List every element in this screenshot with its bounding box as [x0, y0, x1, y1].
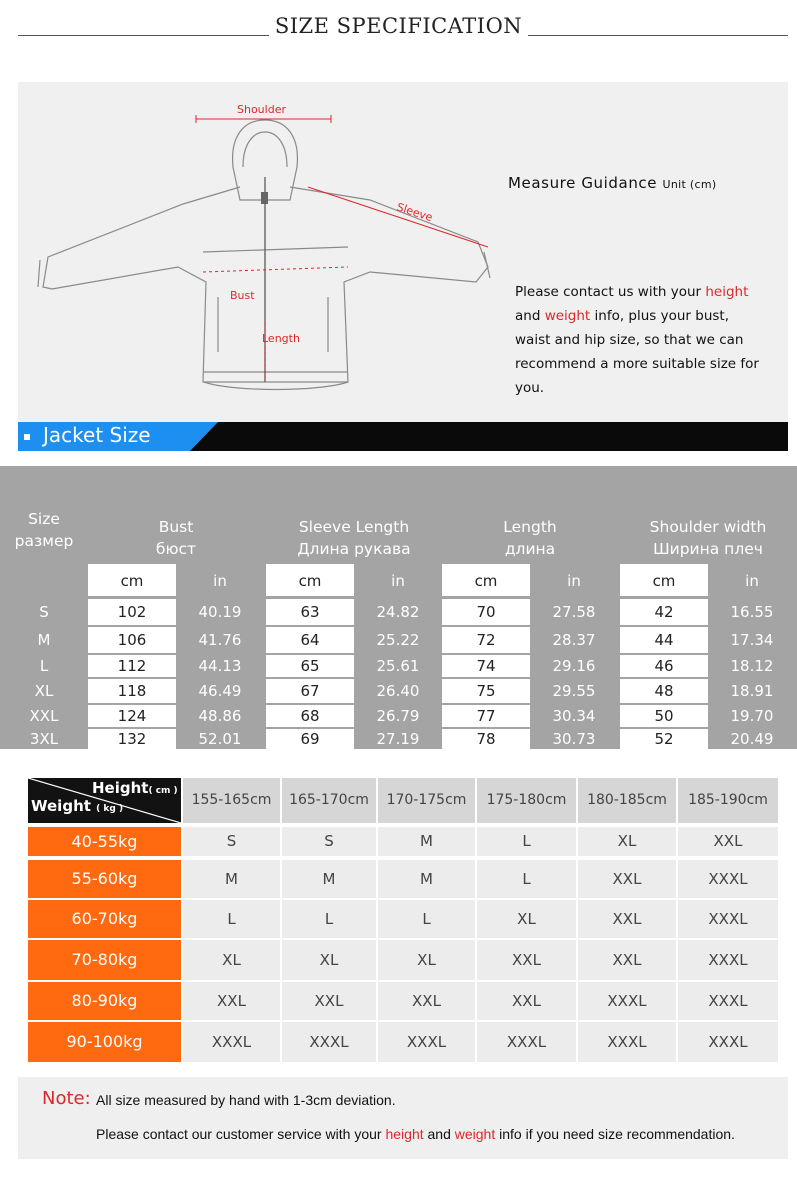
contact-text: Please contact us with your height and weight info, plus your bust, waist and hip size, so that we can recommend a more suitable size for you. — [515, 284, 759, 396]
size-recommend-cell: XXL — [678, 827, 778, 856]
jacket-diagram — [18, 82, 508, 422]
unit-in: in — [567, 572, 581, 590]
weight-cell: 55-60kg — [28, 860, 181, 898]
height-header: 170-175cm — [378, 778, 475, 823]
size-label: M — [37, 631, 51, 649]
size-cell-in: 26.79 — [376, 707, 420, 725]
size-recommend-cell: XXL — [282, 982, 376, 1020]
size-recommend-cell: XXXL — [282, 1022, 376, 1062]
size-cell-in: 46.49 — [198, 682, 242, 700]
size-cell-cm: 78 — [442, 729, 530, 749]
corner-weight-label: Weight ( kg ) — [31, 797, 124, 815]
size-cell-cm: 65 — [266, 655, 354, 677]
size-recommend-cell: XXL — [477, 940, 576, 980]
size-cell-in: 26.40 — [376, 682, 420, 700]
size-cell-cm: 132 — [88, 729, 176, 749]
size-cell-in: 30.73 — [552, 730, 596, 748]
size-recommend-cell: L — [378, 900, 475, 938]
unit-in: in — [745, 572, 759, 590]
note-line-2: Please contact our customer service with your height and weight info if you need size recommendation. — [96, 1126, 735, 1142]
size-cell-in: 48.86 — [198, 707, 242, 725]
weight-cell: 80-90kg — [28, 982, 181, 1020]
page-title: SIZE SPECIFICATION — [0, 14, 797, 38]
size-cell-cm: 77 — [442, 705, 530, 727]
label-bust: Bust — [230, 289, 255, 302]
size-cell-cm: 74 — [442, 655, 530, 677]
size-label: XXL — [29, 707, 59, 725]
size-cell-cm: 48 — [620, 679, 708, 703]
size-cell-cm: 46 — [620, 655, 708, 677]
size-table — [0, 466, 797, 749]
size-label: 3XL — [29, 730, 59, 748]
size-recommend-cell: XL — [578, 827, 676, 856]
size-recommend-cell: M — [378, 827, 475, 856]
size-cell-cm: 63 — [266, 599, 354, 625]
size-cell-cm: 69 — [266, 729, 354, 749]
bullet-icon — [24, 434, 30, 440]
unit-cm: cm — [88, 564, 176, 596]
unit-in: in — [213, 572, 227, 590]
size-header: Size размер — [14, 510, 74, 550]
size-recommend-cell: XXXL — [578, 982, 676, 1020]
size-cell-in: 19.70 — [730, 707, 774, 725]
size-recommend-cell: XXXL — [183, 1022, 280, 1062]
size-recommend-cell: XXXL — [678, 1022, 778, 1062]
size-cell-cm: 102 — [88, 599, 176, 625]
size-cell-in: 27.58 — [552, 603, 596, 621]
size-recommend-cell: XL — [477, 900, 576, 938]
size-recommend-cell: XXL — [477, 982, 576, 1020]
size-cell-in: 18.91 — [730, 682, 774, 700]
size-recommend-cell: XXXL — [678, 860, 778, 898]
size-cell-in: 30.34 — [552, 707, 596, 725]
size-cell-cm: 42 — [620, 599, 708, 625]
group-header: Length длина — [503, 518, 557, 558]
size-cell-in: 40.19 — [198, 603, 242, 621]
note-line-1: All size measured by hand with 1-3cm deviation. — [96, 1092, 396, 1108]
size-cell-cm: 52 — [620, 729, 708, 749]
size-recommend-cell: XXL — [183, 982, 280, 1020]
table-corner — [28, 778, 181, 823]
measure-guidance: Measure Guidance Unit (cm) — [508, 174, 717, 192]
size-cell-in: 20.49 — [730, 730, 774, 748]
group-header: Shoulder width Ширина плеч — [649, 518, 767, 558]
size-cell-cm: 106 — [88, 627, 176, 653]
weight-cell: 70-80kg — [28, 940, 181, 980]
size-cell-in: 25.22 — [376, 631, 420, 649]
group-header: Sleeve Length Длина рукава — [297, 518, 411, 558]
size-recommend-cell: L — [477, 860, 576, 898]
size-recommend-cell: L — [282, 900, 376, 938]
weight-cell: 40-55kg — [28, 827, 181, 856]
size-recommend-cell: XXL — [578, 900, 676, 938]
size-recommend-cell: XXL — [578, 860, 676, 898]
size-recommend-cell: XXXL — [578, 1022, 676, 1062]
size-label: XL — [34, 682, 54, 700]
size-cell-cm: 124 — [88, 705, 176, 727]
size-cell-cm: 72 — [442, 627, 530, 653]
size-cell-in: 17.34 — [730, 631, 774, 649]
size-recommend-cell: XXXL — [378, 1022, 475, 1062]
size-cell-in: 16.55 — [730, 603, 774, 621]
size-label: L — [39, 657, 49, 675]
size-cell-cm: 118 — [88, 679, 176, 703]
corner-height-label: Height( cm ) — [92, 779, 178, 797]
size-cell-in: 52.01 — [198, 730, 242, 748]
unit-in: in — [391, 572, 405, 590]
size-recommend-cell: XL — [183, 940, 280, 980]
size-recommend-cell: S — [183, 827, 280, 856]
label-sleeve: Sleeve — [395, 200, 435, 225]
size-cell-in: 28.37 — [552, 631, 596, 649]
size-recommend-cell: XXL — [378, 982, 475, 1020]
unit-cm: cm — [442, 564, 530, 596]
size-recommend-cell: L — [183, 900, 280, 938]
group-header: Bust бюст — [155, 518, 197, 558]
size-cell-in: 27.19 — [376, 730, 420, 748]
size-cell-in: 29.16 — [552, 657, 596, 675]
size-recommend-cell: S — [282, 827, 376, 856]
height-header: 185-190cm — [678, 778, 778, 823]
size-recommend-cell: XXXL — [477, 1022, 576, 1062]
label-length: Length — [262, 332, 300, 345]
height-header: 180-185cm — [578, 778, 676, 823]
size-label: S — [39, 603, 49, 621]
size-cell-cm: 44 — [620, 627, 708, 653]
size-cell-cm: 75 — [442, 679, 530, 703]
height-header: 165-170cm — [282, 778, 376, 823]
banner-title: Jacket Size — [43, 423, 151, 447]
height-header: 155-165cm — [183, 778, 280, 823]
size-cell-cm: 70 — [442, 599, 530, 625]
note-panel — [18, 1077, 788, 1159]
size-recommend-cell: M — [183, 860, 280, 898]
size-recommend-cell: XXXL — [678, 900, 778, 938]
size-recommend-cell: XXXL — [678, 940, 778, 980]
size-cell-in: 24.82 — [376, 603, 420, 621]
size-recommend-cell: M — [282, 860, 376, 898]
size-cell-cm: 67 — [266, 679, 354, 703]
unit-cm: cm — [620, 564, 708, 596]
size-recommend-cell: M — [378, 860, 475, 898]
note-label: Note: — [42, 1088, 91, 1109]
size-recommend-cell: XXL — [578, 940, 676, 980]
size-recommend-cell: L — [477, 827, 576, 856]
size-recommend-cell: XXXL — [678, 982, 778, 1020]
size-cell-in: 41.76 — [198, 631, 242, 649]
weight-cell: 60-70kg — [28, 900, 181, 938]
size-cell-cm: 68 — [266, 705, 354, 727]
size-cell-cm: 112 — [88, 655, 176, 677]
size-cell-in: 25.61 — [376, 657, 420, 675]
size-recommend-cell: XL — [378, 940, 475, 980]
label-shoulder: Shoulder — [237, 103, 286, 116]
height-header: 175-180cm — [477, 778, 576, 823]
weight-cell: 90-100kg — [28, 1022, 181, 1062]
size-cell-in: 18.12 — [730, 657, 774, 675]
size-cell-in: 29.55 — [552, 682, 596, 700]
size-cell-cm: 64 — [266, 627, 354, 653]
unit-cm: cm — [266, 564, 354, 596]
size-cell-in: 44.13 — [198, 657, 242, 675]
size-recommend-cell: XL — [282, 940, 376, 980]
size-cell-cm: 50 — [620, 705, 708, 727]
